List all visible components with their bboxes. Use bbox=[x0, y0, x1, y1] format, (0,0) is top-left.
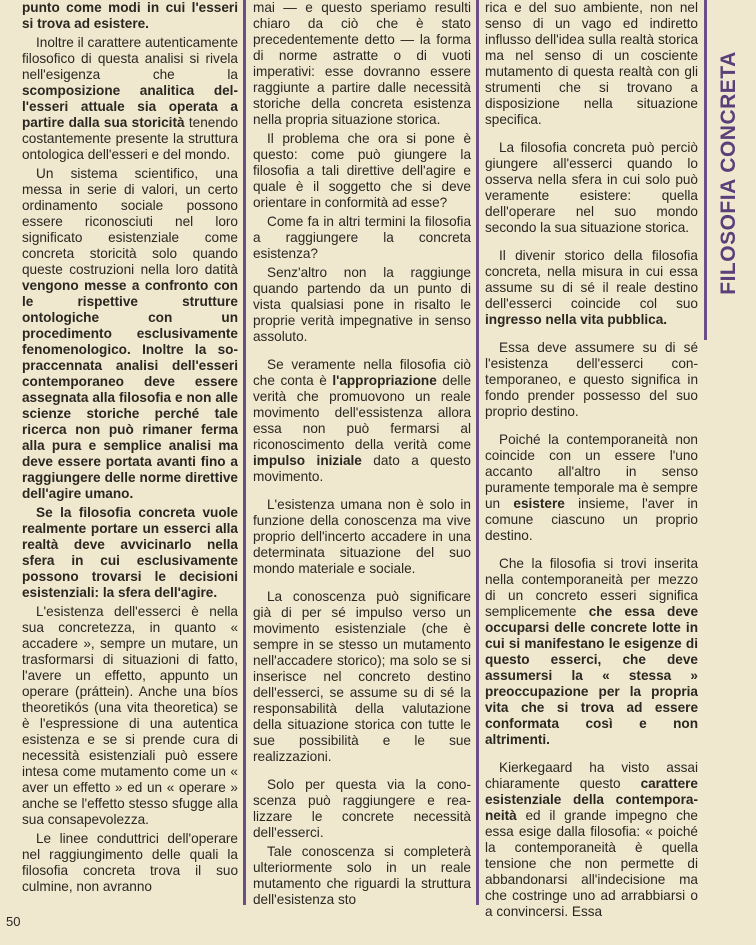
column-divider bbox=[476, 0, 479, 905]
paragraph: Se la filosofia concreta vuole realmente portare un esserci alla realtà deve avvicinarlo nella sfera in cui esclusivamente possono trovarsi le decisioni esistenziali: la sfera dell'agire. bbox=[22, 505, 238, 600]
paragraph: La conoscenza può significare già di per sé impulso verso un movimento esistenziale (che è sempre in se stesso un mutamento nell'accadere storico); ma solo se si inserisce nel concreto destino dell'esserci, se assume su di sé la responsabilità della valutazione della situazione storica con tutte le sue possibilità e le sue realizzazioni. bbox=[253, 589, 471, 764]
paragraph: Se veramente nella filosofia ciò che conta è l'appropriazione delle verità che promuovono un reale movimento dell'essistenza allora essa non può fermarsi al riconoscimento della verità come impulso iniziale dato a questo movimento. bbox=[253, 357, 472, 484]
section-title: FILOSOFIA CONCRETA bbox=[717, 51, 740, 295]
text-column-3 bbox=[485, 0, 698, 919]
paragraph: rica e del suo ambiente, non nel senso di un vago ed indiretto influsso dell'idea sulla realtà storica ma nel senso di un cosciente mutamento di questa realtà con gli strumenti che si trovano a disposizione nella situazione specifica. bbox=[485, 0, 698, 127]
paragraph: punto come modi in cui l'esseri si trova ad esistere. bbox=[22, 0, 238, 31]
paragraph: L'esistenza dell'esserci è nella sua concretezza, in quanto « accadere », sempre un mutare, un trasformarsi di situazioni di fatto, l'avere un effetto, appunto un operare (práttein). Anche una bíos theoretikós (una vita theoretica) se è l'espressione di una autentica esistenza e se si prende cura di necessità esistenziali può essere intesa come mutamento come un « aver un effetto » ed un « operare » anche se l'effetto stesso sfugge alla sua consapevolezza. bbox=[22, 604, 238, 827]
paragraph: Un sistema scientifico, una messa in serie di valori, un certo ordinamento sociale possono essere riconosciuti nel loro significato esistenziale come concreta storicità solo quando queste costruzioni nella loro datità vengono messe a confronto con le rispettive strutture ontologiche con un procedimento esclusivamente fenomenologico. Inoltre la sopraccennata analisi dell'esseri contemporaneo deve essere assegnata alla filosofia e non alle scienze storiche perché tale ricerca non può rimaner ferma alla pura e semplice analisi ma deve essere portata avanti fino a raggiungere delle norme direttive dell'agire umano. bbox=[22, 166, 238, 501]
page-number: 50 bbox=[6, 914, 21, 929]
text-column-2 bbox=[253, 0, 472, 907]
paragraph: Come fa in altri termini la filosofia a raggiungere la concreta esistenza? bbox=[253, 214, 471, 261]
paragraph: L'esistenza umana non è solo in funzione della conoscenza ma vive proprio dell'incerto accadere in una determinata situazione del suo mondo materiale e sociale. bbox=[253, 497, 471, 576]
paragraph: Il divenir storico della filosofia concreta, nella misura in cui essa assume su di sé il reale destino dell'esserci coincide col suo ingresso nella vita pubblica. bbox=[485, 248, 698, 327]
paragraph: Inoltre il carattere autenticamente filosofico di questa analisi si rivela nell'esigenza che la scomposizione analitica dell'esseri attuale sia operata a partire dalla sua storicità tenendo costantemente presente la struttura ontologica dell'esseri e del mondo. bbox=[22, 35, 239, 162]
section-title-vertical bbox=[706, 8, 752, 338]
paragraph: Senz'altro non la raggiunge quando partendo da un punto di vista qualsiasi pone in risalto le proprie verità impegnative in senso assoluto. bbox=[253, 265, 471, 344]
paragraph: mai — e questo speriamo resulti chiaro da ciò che è stato precedentemente detto — la forma di norme astratte o di vuoti imperativi: esse dovranno essere raggiunte a partire dalle necessità storiche della concreta esistenza nella propria situazione storica. bbox=[253, 0, 471, 127]
column-divider bbox=[243, 0, 246, 905]
paragraph: Tale conoscenza si completerà ulteriormente solo in un reale mutamento che riguardi la struttura dell'esistenza sto bbox=[253, 844, 471, 907]
paragraph: Solo per questa via la conoscenza può raggiungere e realizzare le concrete necessità dell'esserci. bbox=[253, 777, 471, 840]
paragraph: Che la filosofia si trovi inserita nella contemporaneità per mezzo di un concreto esseri significa semplicemente che essa deve occuparsi delle concrete lotte in cui si manifestano le esigenze di questo esserci, che deve assumersi la « stessa » preoccupazione per la propria vita che si trova ad essere conformata così e non altrimenti. bbox=[485, 556, 698, 747]
paragraph: Essa deve assumere su di sé l'esistenza dell'esserci contemporaneo, e questo significa in fondo prender possesso del suo proprio destino. bbox=[485, 340, 698, 419]
paragraph: Le linee conduttrici dell'operare nel raggiungimento delle quali la filosofia concreta trova il suo culmine, non avranno bbox=[22, 831, 238, 894]
paragraph: Il problema che ora si pone è questo: come può giungere la filosofia a tali direttive dell'agire e quale è il soggetto che si deve orientare in conformità ad esse? bbox=[253, 131, 471, 210]
paragraph: Kierkegaard ha visto assai chiaramente questo carattere esistenziale della contemporaneità ed il grande impegno che essa esige dalla filosofia: « poiché la contemporaneità è quella tensione che non permette di abbandonarsi all'indecisione ma che costringe uno ad arrabbiarsi o a convincersi. Essa bbox=[485, 760, 698, 919]
paragraph: Poiché la contemporaneità non coincide con un essere l'uno accanto all'altro in senso puramente temporale ma è sempre un esistere insieme, l'aver in comune ciascuno un proprio destino. bbox=[485, 432, 698, 543]
text-column-1 bbox=[22, 0, 238, 902]
paragraph: La filosofia concreta può perciò giungere all'esserci quando lo osserva nella sfera in cui solo può veramente esistere: quella dell'operare nel suo mondo secondo la sua situazione storica. bbox=[485, 140, 698, 235]
